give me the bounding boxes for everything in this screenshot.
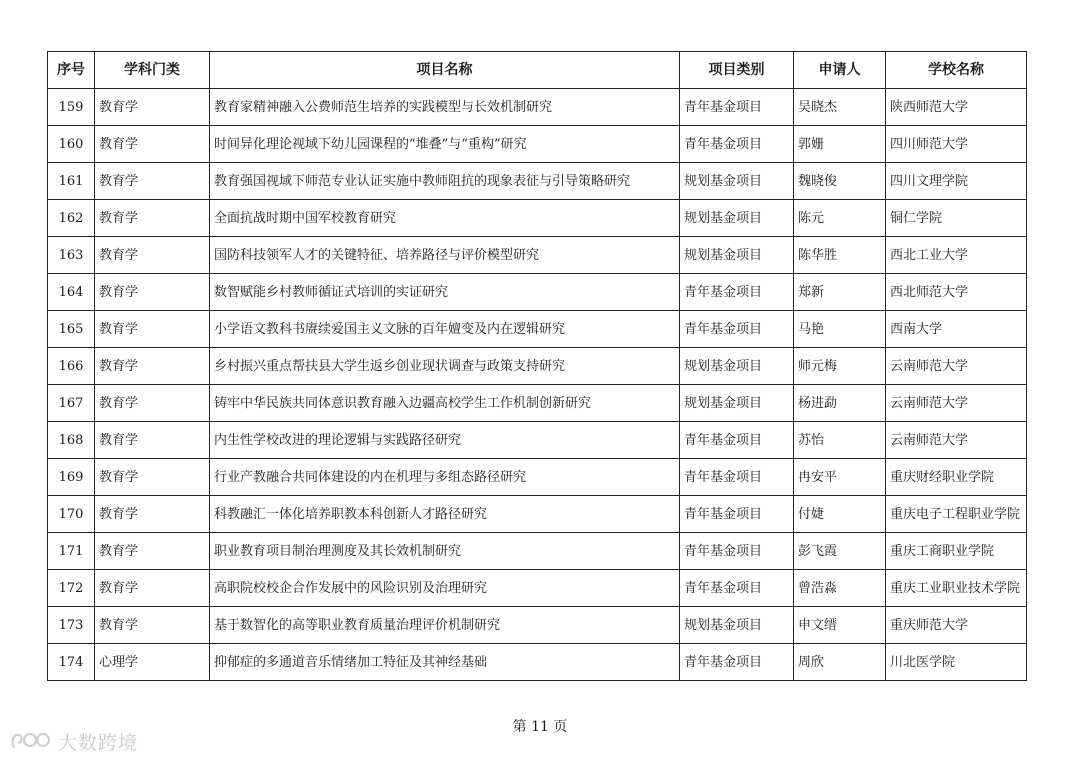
- cell-project: 抑郁症的多通道音乐情绪加工特征及其神经基础: [210, 644, 680, 681]
- cell-no: 164: [48, 274, 95, 311]
- cell-applicant: 彭飞霞: [794, 533, 886, 570]
- table-row: [48, 644, 1027, 681]
- cell-category: 规划基金项目: [680, 237, 794, 274]
- cell-school: 西南大学: [886, 311, 1027, 348]
- cell-school: 云南师范大学: [886, 385, 1027, 422]
- header-no: 序号: [48, 52, 95, 89]
- cell-no: 169: [48, 459, 95, 496]
- cell-discipline: 教育学: [95, 200, 210, 237]
- cell-category: 青年基金项目: [680, 311, 794, 348]
- table-row: [48, 607, 1027, 644]
- table-row: [48, 570, 1027, 607]
- cell-discipline: 教育学: [95, 348, 210, 385]
- cell-no: 159: [48, 89, 95, 126]
- table-row: [48, 126, 1027, 163]
- table-row: [48, 89, 1027, 126]
- cell-project: 科教融汇一体化培养职教本科创新人才路径研究: [210, 496, 680, 533]
- cell-school: 云南师范大学: [886, 348, 1027, 385]
- table-row: [48, 496, 1027, 533]
- cell-no: 160: [48, 126, 95, 163]
- cell-school: 川北医学院: [886, 644, 1027, 681]
- cell-category: 规划基金项目: [680, 163, 794, 200]
- cell-project: 国防科技领军人才的关键特征、培养路径与评价模型研究: [210, 237, 680, 274]
- table-row: [48, 237, 1027, 274]
- cell-applicant: 师元梅: [794, 348, 886, 385]
- cell-applicant: 郑新: [794, 274, 886, 311]
- cell-school: 重庆工业职业技术学院: [886, 570, 1027, 607]
- cell-category: 青年基金项目: [680, 126, 794, 163]
- cell-no: 171: [48, 533, 95, 570]
- cell-no: 173: [48, 607, 95, 644]
- table-row: [48, 459, 1027, 496]
- cell-project: 全面抗战时期中国军校教育研究: [210, 200, 680, 237]
- cell-school: 铜仁学院: [886, 200, 1027, 237]
- cell-applicant: 魏晓俊: [794, 163, 886, 200]
- cell-applicant: 陈华胜: [794, 237, 886, 274]
- cell-discipline: 教育学: [95, 607, 210, 644]
- watermark-text: 大数跨境: [58, 731, 139, 754]
- cell-category: 规划基金项目: [680, 607, 794, 644]
- cell-applicant: 杨进勐: [794, 385, 886, 422]
- cell-discipline: 教育学: [95, 459, 210, 496]
- cell-applicant: 苏怡: [794, 422, 886, 459]
- cell-no: 166: [48, 348, 95, 385]
- cell-category: 青年基金项目: [680, 89, 794, 126]
- watermark: [10, 728, 138, 754]
- cell-discipline: 教育学: [95, 496, 210, 533]
- header-project: 项目名称: [210, 52, 680, 89]
- header-school: 学校名称: [886, 52, 1027, 89]
- cell-discipline: 教育学: [95, 533, 210, 570]
- cell-applicant: 吴晓杰: [794, 89, 886, 126]
- cell-no: 170: [48, 496, 95, 533]
- cell-school: 四川师范大学: [886, 126, 1027, 163]
- table-row: [48, 274, 1027, 311]
- watermark-logo-icon: [10, 730, 54, 752]
- cell-school: 云南师范大学: [886, 422, 1027, 459]
- cell-project: 数智赋能乡村教师循证式培训的实证研究: [210, 274, 680, 311]
- cell-project: 教育家精神融入公费师范生培养的实践模型与长效机制研究: [210, 89, 680, 126]
- cell-category: 规划基金项目: [680, 385, 794, 422]
- cell-project: 基于数智化的高等职业教育质量治理评价机制研究: [210, 607, 680, 644]
- cell-school: 西北师范大学: [886, 274, 1027, 311]
- cell-applicant: 曾浩淼: [794, 570, 886, 607]
- header-applicant: 申请人: [794, 52, 886, 89]
- cell-project: 时间异化理论视域下幼儿园课程的“堆叠”与“重构”研究: [210, 126, 680, 163]
- cell-no: 167: [48, 385, 95, 422]
- cell-category: 规划基金项目: [680, 200, 794, 237]
- cell-project: 小学语文教科书赓续爱国主义文脉的百年嬗变及内在逻辑研究: [210, 311, 680, 348]
- cell-school: 重庆电子工程职业学院: [886, 496, 1027, 533]
- cell-discipline: 教育学: [95, 422, 210, 459]
- cell-category: 青年基金项目: [680, 533, 794, 570]
- table-row: [48, 200, 1027, 237]
- cell-no: 165: [48, 311, 95, 348]
- cell-no: 174: [48, 644, 95, 681]
- cell-no: 161: [48, 163, 95, 200]
- cell-category: 青年基金项目: [680, 459, 794, 496]
- cell-discipline: 教育学: [95, 570, 210, 607]
- cell-category: 规划基金项目: [680, 348, 794, 385]
- cell-discipline: 教育学: [95, 163, 210, 200]
- cell-category: 青年基金项目: [680, 570, 794, 607]
- cell-discipline: 教育学: [95, 311, 210, 348]
- table-row: [48, 348, 1027, 385]
- cell-discipline: 教育学: [95, 89, 210, 126]
- cell-applicant: 陈元: [794, 200, 886, 237]
- cell-no: 168: [48, 422, 95, 459]
- cell-discipline: 教育学: [95, 237, 210, 274]
- table-header-row: [48, 52, 1027, 89]
- cell-project: 内生性学校改进的理论逻辑与实践路径研究: [210, 422, 680, 459]
- cell-project: 行业产教融合共同体建设的内在机理与多组态路径研究: [210, 459, 680, 496]
- cell-school: 四川文理学院: [886, 163, 1027, 200]
- cell-category: 青年基金项目: [680, 274, 794, 311]
- cell-applicant: 马艳: [794, 311, 886, 348]
- cell-category: 青年基金项目: [680, 644, 794, 681]
- cell-applicant: 冉安平: [794, 459, 886, 496]
- cell-project: 职业教育项目制治理测度及其长效机制研究: [210, 533, 680, 570]
- cell-no: 172: [48, 570, 95, 607]
- cell-school: 陕西师范大学: [886, 89, 1027, 126]
- cell-school: 重庆师范大学: [886, 607, 1027, 644]
- cell-category: 青年基金项目: [680, 422, 794, 459]
- cell-discipline: 教育学: [95, 274, 210, 311]
- cell-project: 铸牢中华民族共同体意识教育融入边疆高校学生工作机制创新研究: [210, 385, 680, 422]
- cell-no: 162: [48, 200, 95, 237]
- cell-discipline: 心理学: [95, 644, 210, 681]
- cell-project: 乡村振兴重点帮扶县大学生返乡创业现状调查与政策支持研究: [210, 348, 680, 385]
- table-row: [48, 163, 1027, 200]
- cell-no: 163: [48, 237, 95, 274]
- page-number: 第 11 页: [512, 719, 568, 735]
- header-category: 项目类别: [680, 52, 794, 89]
- table-row: [48, 311, 1027, 348]
- cell-project: 教育强国视域下师范专业认证实施中教师阻抗的现象表征与引导策略研究: [210, 163, 680, 200]
- header-discipline: 学科门类: [95, 52, 210, 89]
- project-table: [47, 51, 1027, 681]
- table-row: [48, 385, 1027, 422]
- cell-project: 高职院校校企合作发展中的风险识别及治理研究: [210, 570, 680, 607]
- cell-discipline: 教育学: [95, 385, 210, 422]
- cell-applicant: 付婕: [794, 496, 886, 533]
- table-row: [48, 422, 1027, 459]
- cell-school: 重庆工商职业学院: [886, 533, 1027, 570]
- cell-school: 西北工业大学: [886, 237, 1027, 274]
- cell-category: 青年基金项目: [680, 496, 794, 533]
- table-row: [48, 533, 1027, 570]
- cell-discipline: 教育学: [95, 126, 210, 163]
- cell-applicant: 申文缙: [794, 607, 886, 644]
- cell-school: 重庆财经职业学院: [886, 459, 1027, 496]
- cell-applicant: 郭姗: [794, 126, 886, 163]
- cell-applicant: 周欣: [794, 644, 886, 681]
